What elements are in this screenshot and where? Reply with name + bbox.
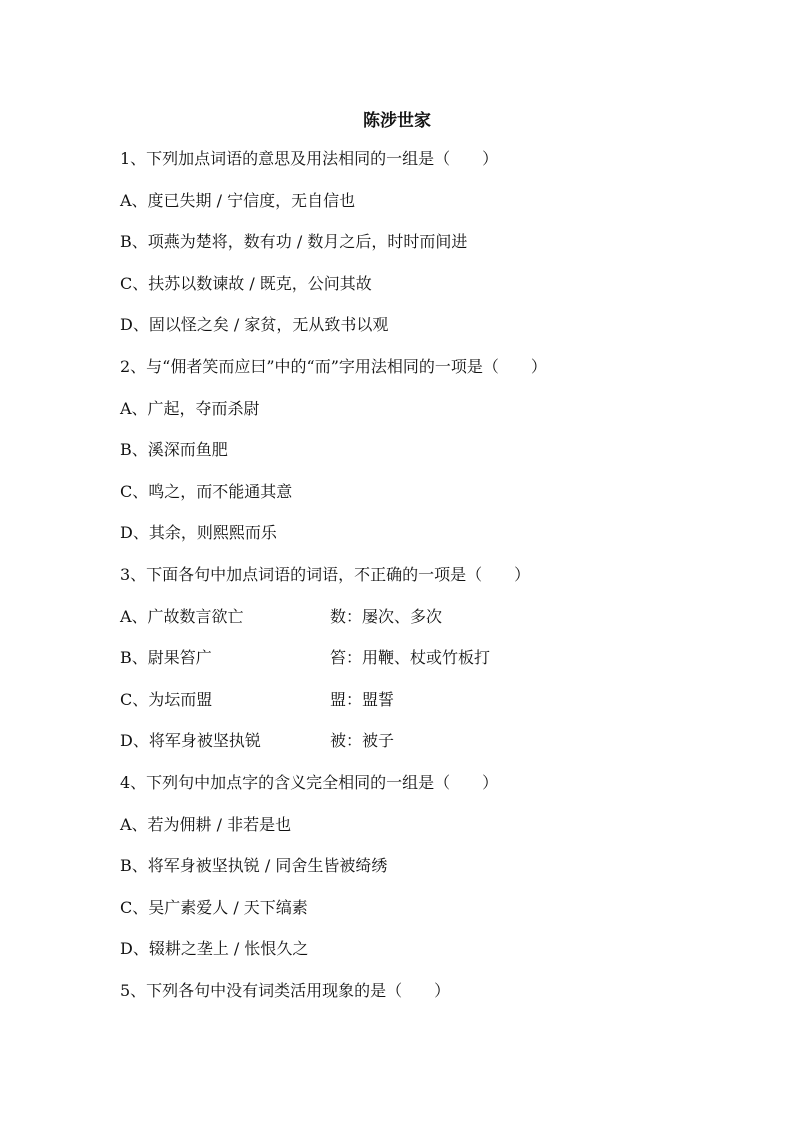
question-3-option-b-note: 笞：用鞭、杖或竹板打 [330, 648, 491, 667]
question-2-option-c: C、鸣之，而不能通其意 [120, 482, 293, 501]
question-1-stem: 1、下列加点词语的意思及用法相同的一组是（ ） [120, 149, 499, 168]
question-2-option-b: B、溪深而鱼肥 [120, 440, 228, 459]
page-title: 陈涉世家 [363, 111, 431, 131]
question-4-option-b: B、将军身被坚执锐 / 同舍生皆被绮绣 [120, 856, 388, 875]
question-1-option-b: B、项燕为楚将，数有功 / 数月之后，时时而间进 [120, 232, 468, 251]
question-3-option-b: B、尉果笞广 [120, 648, 212, 667]
question-4-option-d: D、辍耕之垄上 / 怅恨久之 [120, 939, 309, 958]
question-3-option-a-note: 数：屡次、多次 [330, 607, 443, 626]
question-3-stem: 3、下面各句中加点词语的词语，不正确的一项是（ ） [120, 565, 531, 584]
question-3-option-d: D、将军身被坚执锐 [120, 731, 261, 750]
question-1-option-d: D、固以怪之矣 / 家贫，无从致书以观 [120, 315, 389, 334]
question-4-stem: 4、下列句中加点字的含义完全相同的一组是（ ） [120, 773, 499, 792]
question-3-option-c: C、为坛而盟 [120, 690, 213, 709]
question-2-option-d: D、其余，则熙熙而乐 [120, 523, 277, 542]
question-3-option-c-note: 盟：盟誓 [330, 690, 395, 709]
question-2-option-a: A、广起，夺而杀尉 [120, 399, 260, 418]
question-4-option-a: A、若为佣耕 / 非若是也 [120, 815, 292, 834]
question-1-option-a: A、度已失期 / 宁信度，无自信也 [120, 191, 356, 210]
question-3-option-a: A、广故数言欲亡 [120, 607, 244, 626]
question-2-stem: 2、与“佣者笑而应曰”中的“而”字用法相同的一项是（ ） [120, 357, 547, 376]
question-4-option-c: C、吴广素爱人 / 天下缟素 [120, 898, 308, 917]
question-3-option-d-note: 被：被子 [330, 731, 395, 750]
question-1-option-c: C、扶苏以数谏故 / 既克，公问其故 [120, 274, 372, 293]
question-5-stem: 5、下列各句中没有词类活用现象的是（ ） [120, 981, 451, 1000]
